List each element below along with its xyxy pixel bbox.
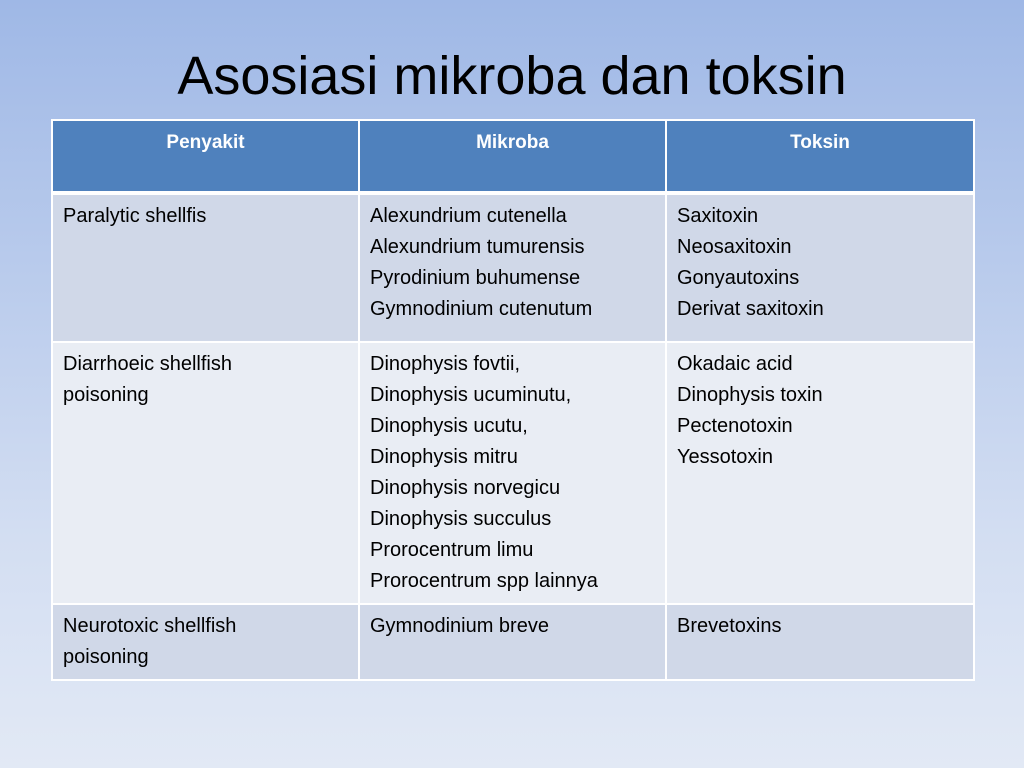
cell-line: Alexundrium tumurensis [370,236,585,258]
table-row [52,193,974,342]
toxin-table [51,119,975,681]
cell-line: Pectenotoxin [677,415,793,437]
cell-line: Yessotoxin [677,446,773,468]
cell-line: Brevetoxins [677,615,782,637]
cell-line: Dinophysis ucutu, [370,415,528,437]
cell-line: Saxitoxin [677,205,759,227]
cell-mikroba [359,604,666,680]
cell-line: Derivat saxitoxin [677,298,824,320]
cell-line: Pyrodinium buhumense [370,267,581,289]
table-row [52,342,974,604]
header-penyakit: Penyakit [52,120,359,193]
cell-line: Dinophysis mitru [370,446,518,468]
cell-line: Alexundrium cutenella [370,205,567,227]
header-mikroba: Mikroba [359,120,666,193]
cell-toksin [666,604,974,680]
cell-toksin [666,193,974,342]
table-header-row [52,120,974,193]
cell-mikroba [359,193,666,342]
cell-line: Prorocentrum spp lainnya [370,570,598,592]
cell-toksin [666,342,974,604]
cell-penyakit [52,193,359,342]
cell-line: Paralytic shellfis [63,205,207,227]
header-toksin: Toksin [666,120,974,193]
table-row [52,604,974,680]
cell-line: Dinophysis succulus [370,508,552,530]
cell-line: Neosaxitoxin [677,236,792,258]
cell-mikroba [359,342,666,604]
cell-line: Gymnodinium cutenutum [370,298,593,320]
cell-line: Dinophysis toxin [677,384,823,406]
cell-line: poisoning [63,646,149,668]
cell-line: Neurotoxic shellfish [63,615,237,637]
cell-line: Okadaic acid [677,353,793,375]
cell-penyakit [52,604,359,680]
cell-line: poisoning [63,384,149,406]
cell-line: Dinophysis norvegicu [370,477,561,499]
cell-line: Diarrhoeic shellfish [63,353,232,375]
cell-line: Gymnodinium breve [370,615,549,637]
cell-line: Dinophysis ucuminutu, [370,384,572,406]
cell-penyakit [52,342,359,604]
slide-title: Asosiasi mikroba dan toksin [177,46,847,106]
cell-line: Gonyautoxins [677,267,800,289]
cell-line: Prorocentrum limu [370,539,534,561]
cell-line: Dinophysis fovtii, [370,353,521,375]
